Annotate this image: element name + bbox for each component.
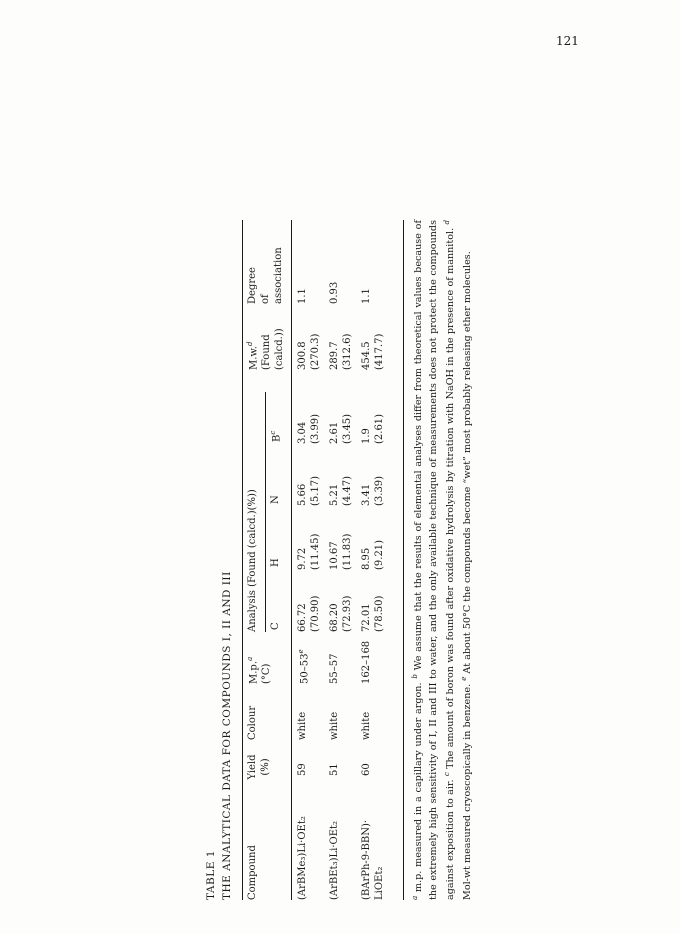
header-mp: M.p.$^a$ (°C)	[246, 656, 273, 684]
row1-degree: 1.1	[297, 288, 308, 304]
row2-h: 10.67 (11.83)	[329, 533, 353, 570]
row2-degree: 0.93	[329, 281, 340, 304]
row1-mp: 50–53e	[297, 649, 311, 684]
table-title: THE ANALYTICAL DATA FOR COMPOUNDS I, II AND III	[221, 571, 233, 900]
row1-b: 3.04 (3.99)	[297, 413, 321, 444]
row2-mw: 289.7 (312.6)	[329, 333, 353, 370]
row1-h: 9.72 (11.45)	[297, 533, 321, 570]
row3-b: 1.9 (2.61)	[361, 413, 385, 444]
footnote-b: We assume that the results of elemental analyses differ from theoretical values because of the extremely high sensitivity of I, II and III to water, and the only available technique of measurements does not protect the compounds against exposition to air.	[413, 220, 457, 900]
table-label: TABLE 1	[205, 850, 217, 900]
row1-compound: (ArBMe₃)Li·OEt₂	[297, 816, 308, 900]
row3-c: 72.01 (78.50)	[361, 595, 385, 632]
row3-yield: 60	[361, 763, 372, 776]
footnote-e: At about 50°C the compounds become “wet” most probably releasing ether molecules.	[462, 251, 474, 674]
table-footnotes: $^a$ m.p. measured in a capillary under argon. $^b$ We assume that the results of elemental analyses differ from theoretical values because of the extremely high sensitivity of I, II and III to water, and the only available technique of measurements does not protect the compounds against exposition to air. $^c$ The amount of boron was found after oxidative hydrolysis by titration with NaOH in the presence of mannitol. $^d$ Mol-wt measured cryoscopically in benzene. $^e$ At about 50°C the compounds become “wet” most probably releasing ether molecules.	[411, 220, 474, 900]
header-yield: Yield (%)	[247, 754, 271, 780]
header-bottom-rule	[291, 220, 292, 900]
page-number: 121	[556, 34, 579, 48]
row1-c: 66.72 (70.90)	[297, 595, 321, 632]
header-analysis: Analysis (Found (calcd.)(%))	[247, 489, 258, 632]
row2-n: 5.21 (4.47)	[329, 475, 353, 506]
row2-compound: (ArBEt₃)Li·OEt₂	[329, 820, 340, 900]
table-top-rule	[242, 220, 243, 900]
row3-mp: 162–168	[361, 640, 372, 684]
footnote-a: m.p. measured in a capillary under argon.	[413, 682, 425, 892]
row2-colour: white	[329, 711, 340, 740]
row3-degree: 1.1	[361, 288, 372, 304]
rotated-table-block	[205, 220, 475, 900]
header-colour: Colour	[247, 705, 258, 740]
row3-h: 8.95 (9.21)	[361, 539, 385, 570]
row1-colour: white	[297, 711, 308, 740]
header-n: N	[270, 495, 281, 504]
footnote-d: Mol-wt measured cryoscopically in benzene.	[462, 683, 474, 900]
row3-n: 3.41 (3.39)	[361, 475, 385, 506]
header-compound: Compound	[247, 845, 258, 900]
table-bottom-rule	[403, 220, 404, 900]
row2-c: 68.20 (72.93)	[329, 595, 353, 632]
row3-compound: (BArPh-9-BBN)· LiOEt₂	[361, 819, 385, 900]
header-c: C	[270, 622, 281, 630]
footnote-c: The amount of boron was found after oxidative hydrolysis by titration with NaOH in the presence of mannitol.	[445, 227, 457, 769]
row3-colour: white	[361, 711, 372, 740]
row2-mp: 55–57	[329, 653, 340, 684]
row1-n: 5.66 (5.17)	[297, 475, 321, 506]
header-degree: Degree of association	[247, 247, 284, 304]
row2-b: 2.61 (3.45)	[329, 413, 353, 444]
row1-yield: 59	[297, 763, 308, 776]
header-h: H	[270, 558, 281, 567]
row3-mw: 454.5 (417.7)	[361, 333, 385, 370]
header-b: $B^c$	[269, 430, 283, 442]
row2-yield: 51	[329, 763, 340, 776]
header-mw: M.w.$^d$ (Found (calcd.))	[246, 328, 286, 370]
row1-mw: 300.8 (270.3)	[297, 333, 321, 370]
analysis-subrule	[265, 392, 266, 632]
